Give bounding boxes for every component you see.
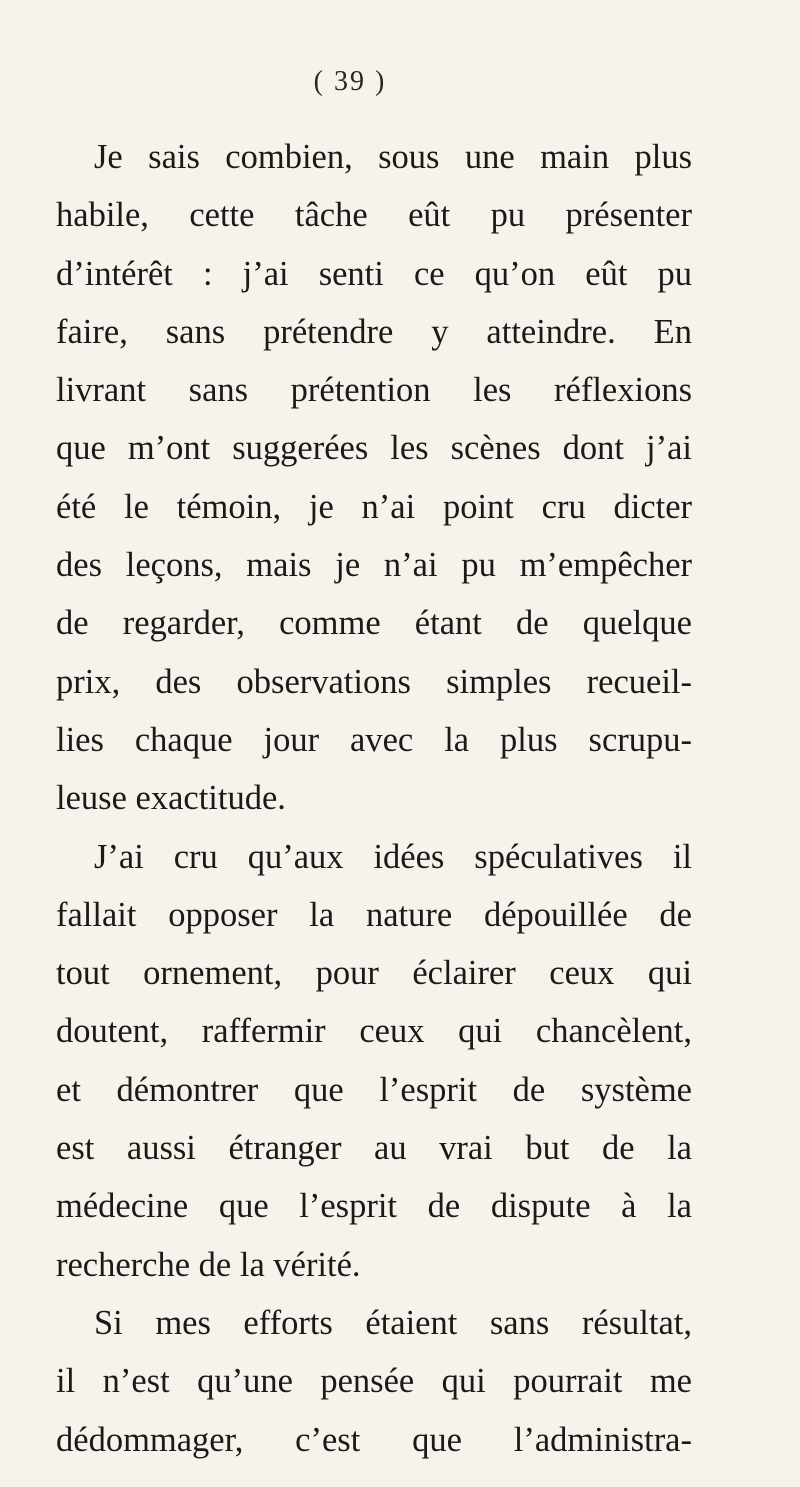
text-line: Si mes efforts étaient sans résultat, bbox=[94, 1303, 692, 1342]
text-line: que m’ont suggerées les scènes dont j’ai bbox=[56, 429, 692, 468]
text-line: d’intérêt : j’ai senti ce qu’on eût pu bbox=[56, 254, 692, 293]
text-line: dédommager, c’est que l’administra- bbox=[56, 1420, 692, 1459]
text-line: tout ornement, pour éclairer ceux qui bbox=[56, 954, 692, 993]
text-line: Je sais combien, sous une main plus bbox=[94, 138, 692, 176]
text-line: recherche de la vérité. bbox=[56, 1245, 361, 1284]
text-line: et démontrer que l’esprit de système bbox=[56, 1070, 692, 1109]
text-line: habile, cette tâche eût pu présenter bbox=[56, 196, 692, 235]
text-line: J’ai cru qu’aux idées spéculatives il bbox=[94, 837, 692, 876]
text-line: des leçons, mais je n’ai pu m’empêcher bbox=[56, 546, 692, 585]
text-line: été le témoin, je n’ai point cru dicter bbox=[56, 487, 692, 526]
text-line: est aussi étranger au vrai but de la bbox=[56, 1129, 692, 1168]
text-line: livrant sans prétention les réflexions bbox=[56, 371, 692, 410]
body-text bbox=[56, 128, 692, 1469]
page-number: ( 39 ) bbox=[313, 66, 387, 97]
text-line: médecine que l’esprit de dispute à la bbox=[56, 1187, 692, 1226]
text-line: fallait opposer la nature dépouillée de bbox=[56, 895, 692, 934]
text-line: lies chaque jour avec la plus scrupu- bbox=[56, 720, 692, 759]
text-line: faire, sans prétendre y atteindre. En bbox=[56, 312, 692, 351]
text-line: leuse exactitude. bbox=[56, 779, 286, 818]
text-line: de regarder, comme étant de quelque bbox=[56, 604, 692, 643]
text-line: doutent, raffermir ceux qui chancèlent, bbox=[56, 1012, 692, 1051]
text-line: prix, des observations simples recueil- bbox=[56, 662, 692, 701]
text-line: il n’est qu’une pensée qui pourrait me bbox=[56, 1362, 692, 1401]
